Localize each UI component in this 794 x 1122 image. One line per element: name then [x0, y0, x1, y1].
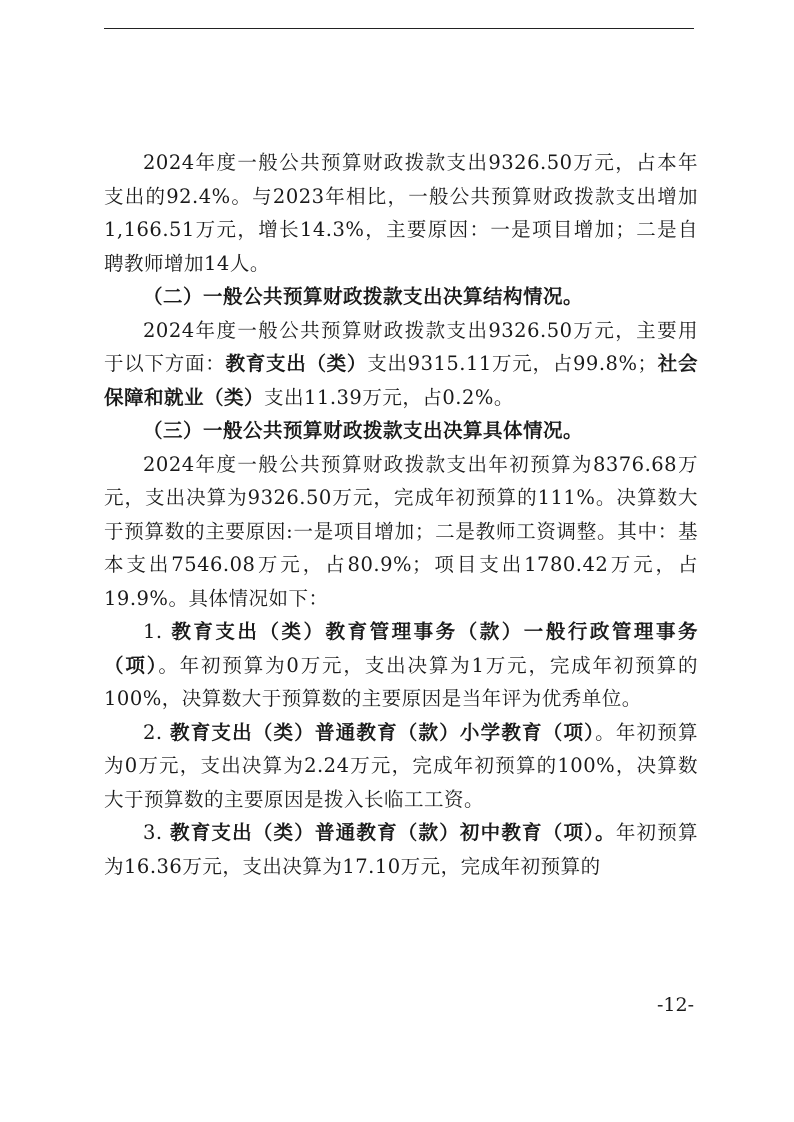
section-heading-structure: （二）一般公共预算财政拨款支出决算结构情况。: [143, 285, 584, 308]
list-item-2: [104, 716, 698, 817]
paragraph-overview: 2024年度一般公共预算财政拨款支出9326.50万元，占本年支出的92.4%。与2023年相比，一般公共预算财政拨款支出增加1,166.51万元，增长14.3%，主要原因：一是项目增加；二是自聘教师增加14人。: [104, 151, 698, 275]
paragraph-detail: 2024年度一般公共预算财政拨款支出年初预算为8376.68万元，支出决算为9326.50万元，完成年初预算的111%。决算数大于预算数的主要原因:一是项目增加；二是教师工资调整。其中：基本支出7546.08万元，占80.9%；项目支出1780.42万元，占19.9%。具体情况如下：: [104, 452, 698, 610]
item-title: 教育支出（类）普通教育（款）小学教育（项）: [170, 720, 596, 744]
section-heading-detail: （三）一般公共预算财政拨款支出决算具体情况。: [143, 419, 584, 442]
item-text: 。年初预算为0万元，支出决算为1万元，完成年初预算的100%，决算数大于预算数的主要原因是当年评为优秀单位。: [104, 653, 698, 710]
item-title: 教育支出（类）教育管理事务（款）一般行政管理事务（项）: [104, 620, 698, 677]
item-number: 3.: [143, 821, 171, 844]
page-number: -12-: [656, 994, 694, 1016]
item-number: 2.: [143, 720, 171, 744]
text: 支出9315.11万元，占99.8%；: [367, 352, 658, 375]
list-item-3: [104, 816, 698, 883]
text: 2024年度一般公共预算财政拨款支出9326.50万元，主要用于以下方面：: [104, 318, 698, 375]
item-text: 。年初预算为0万元，支出决算为2.24万元，完成年初预算的100%，决算数大于预算数的主要原因是拨入长临工工资。: [104, 720, 698, 811]
document-body: [104, 146, 698, 883]
bold-category-education: 教育支出（类）: [225, 352, 368, 375]
text: 支出11.39万元，占0.2%。: [264, 385, 514, 409]
paragraph-structure: [104, 314, 698, 415]
item-number: 1.: [143, 620, 172, 643]
item-title: 教育支出（类）普通教育（款）初中教育（项）。: [170, 821, 616, 844]
item-text: 年初预算为16.36万元，支出决算为17.10万元，完成年初预算的: [104, 821, 698, 878]
header-rule: [104, 28, 694, 29]
list-item-1: [104, 615, 698, 716]
bold-category-social: 社会保障和就业（类）: [104, 352, 698, 409]
